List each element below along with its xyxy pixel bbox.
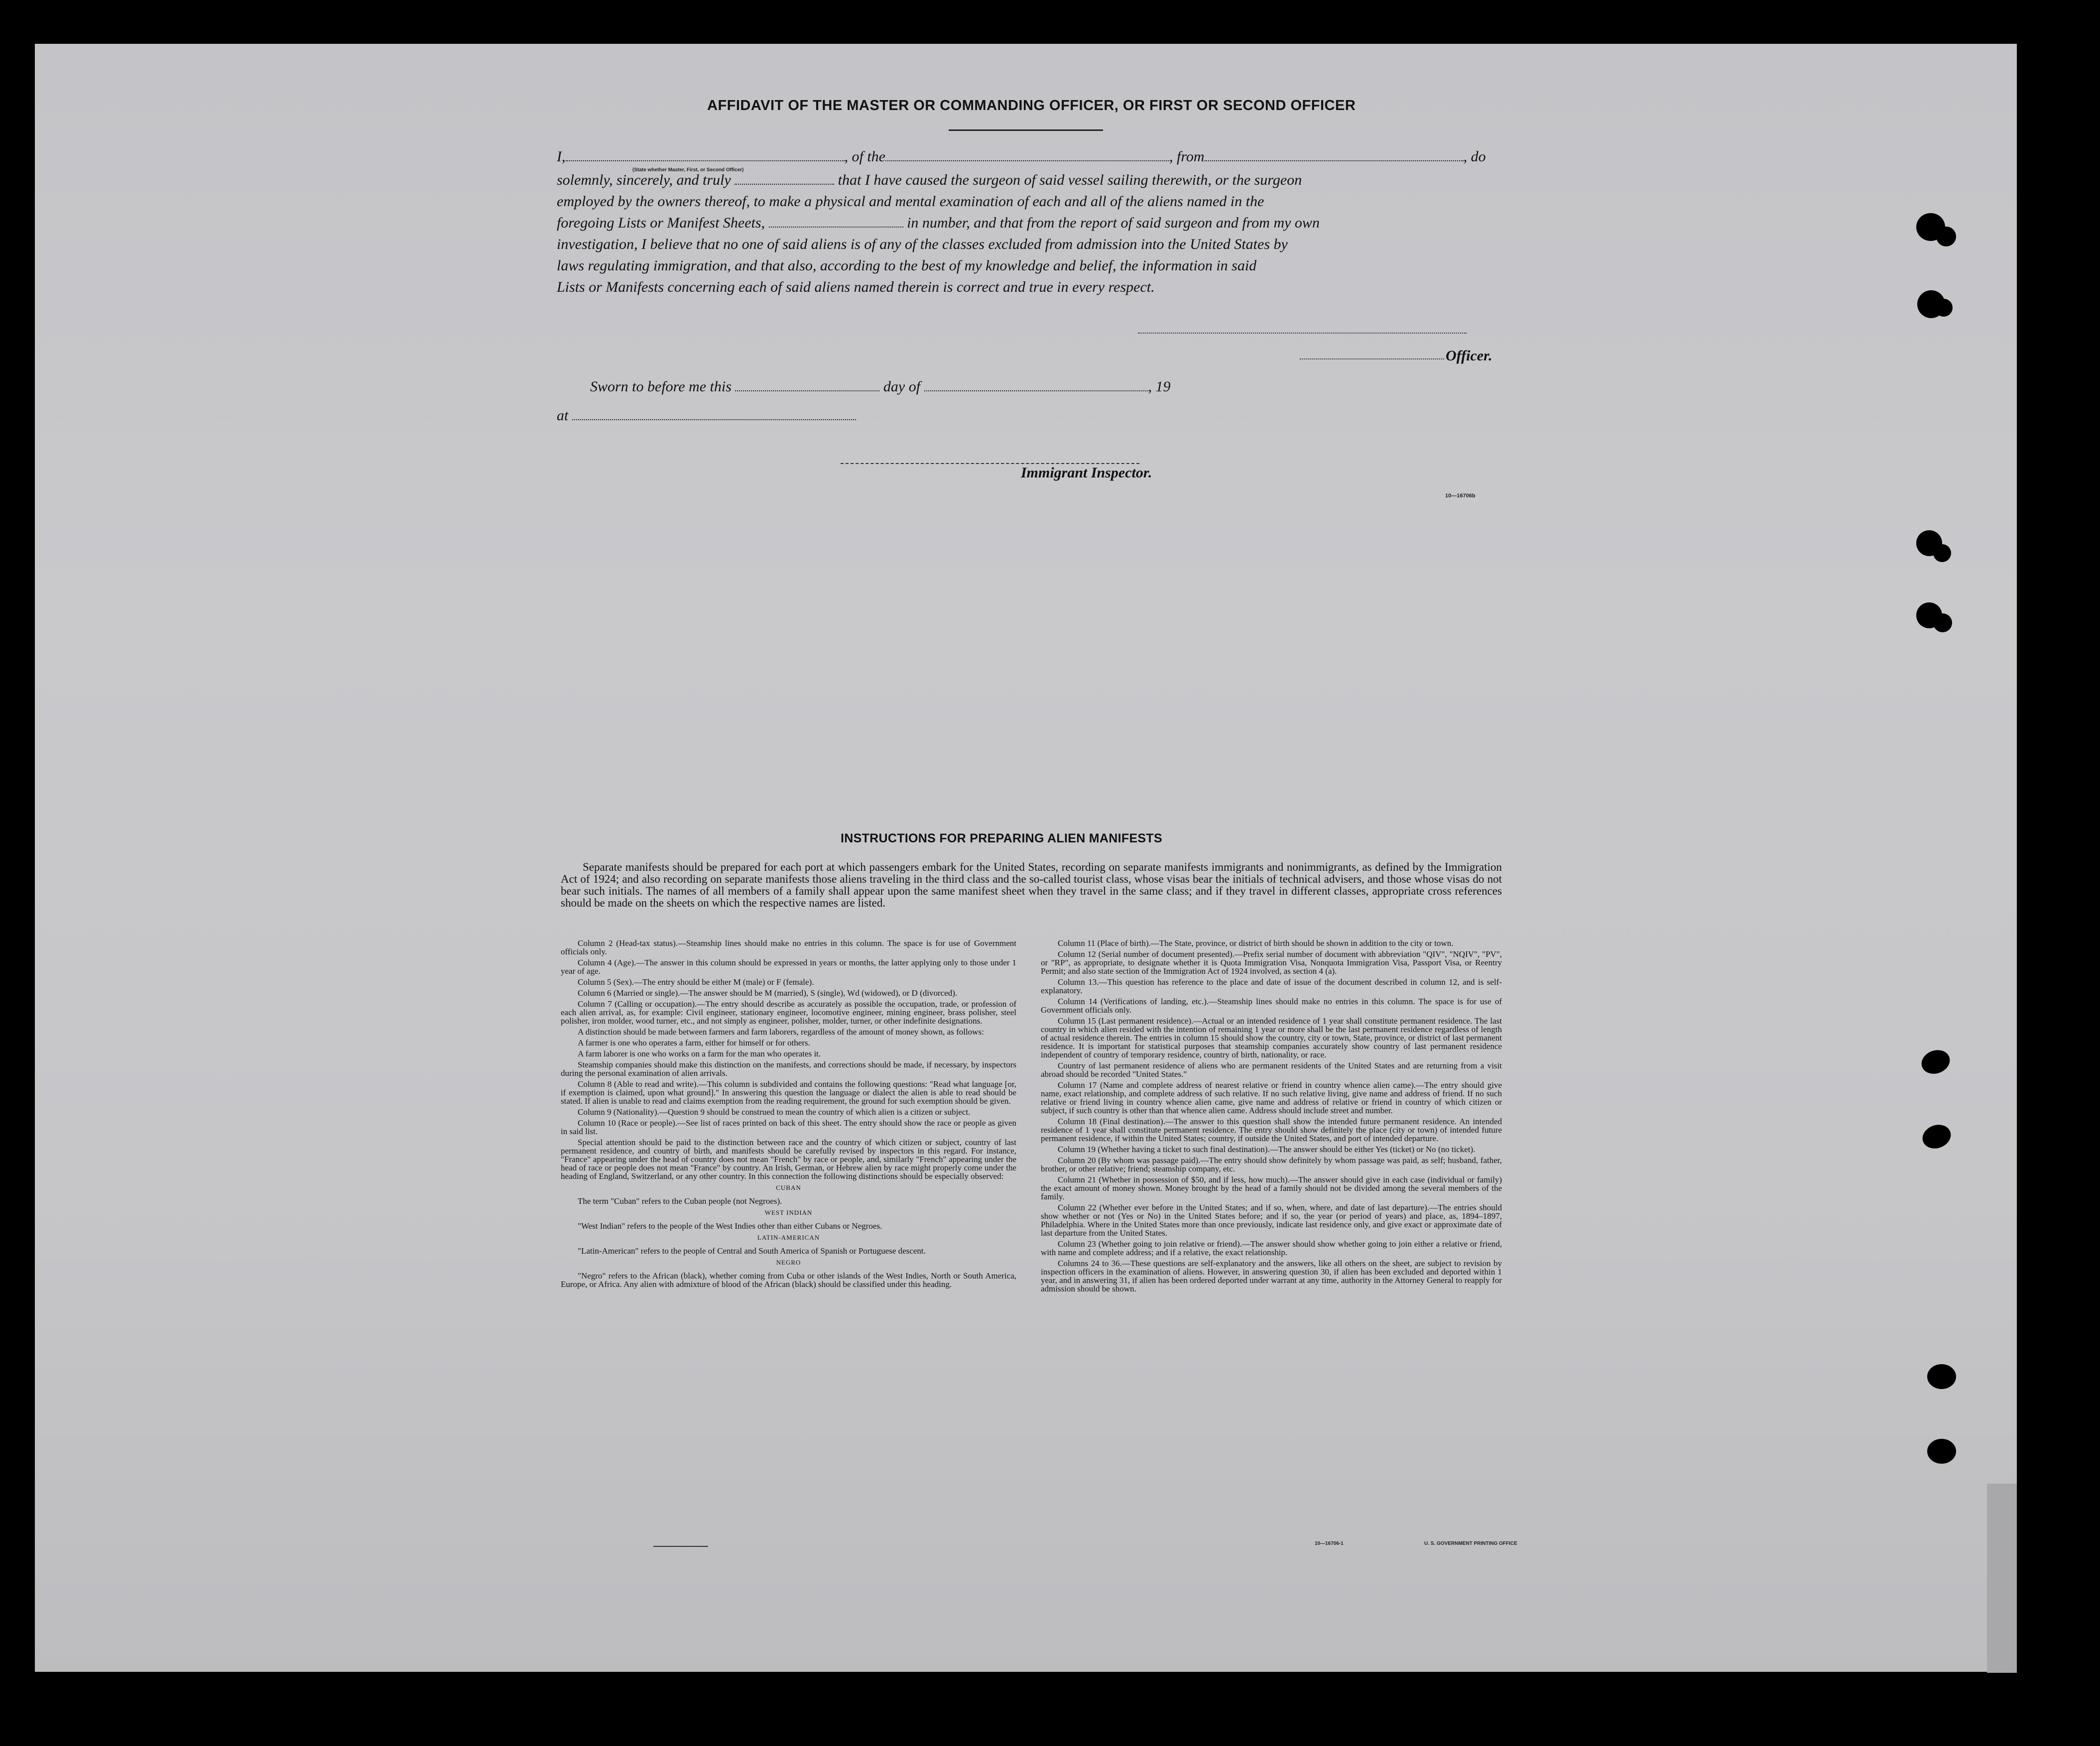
instruction-paragraph: Column 19 (Whether having a ticket to such final destination).—The answer should be either Yes (ticket) or No (no ticket).: [1058, 1145, 1476, 1154]
instructions-left-column: [561, 939, 1016, 1291]
affidavit-text: , from: [1169, 148, 1205, 165]
end-rule: [653, 1546, 708, 1547]
affidavit-line-6: laws regulating immigration, and that also, according to the best of my knowledge and belief, the information in said: [557, 257, 1257, 274]
instruction-paragraph: Column 8 (Able to read and write).—This column is subdivided and contains the following questions: "Read what language [or, if exemption is claimed, upon what ground]." In answering this question the language or dialect the alien is able to read should be stated. If alien is unable to read and claims exemption from the reading requirement, the ground for such exemption should be given.: [561, 1079, 1016, 1106]
instruction-paragraph: "Latin-American" refers to the people of Central and South America of Spanish or Portuguese descent.: [578, 1246, 926, 1256]
instruction-paragraph: The term "Cuban" refers to the Cuban people (not Negroes).: [578, 1196, 782, 1206]
officer-label: Officer.: [1446, 348, 1492, 364]
instruction-paragraph: A farm laborer is one who works on a farm for the man who operates it.: [578, 1049, 821, 1058]
west-indian-heading: WEST INDIAN: [764, 1209, 813, 1216]
officer-note: (State whether Master, First, or Second Officer): [632, 167, 744, 173]
instruction-paragraph: Column 18 (Final destination).—The answer to this question shall show the intended future permanent residence. An intended residence of 1 year shall constitute permanent residence. The entry should show definitely the place (city or town) of intended future permanent residence, if within the United States; country, if outside the United States, and port of intended departure.: [1041, 1117, 1502, 1143]
instruction-paragraph: Column 9 (Nationality).—Question 9 should be construed to mean the country of which alien is a citizen or subject.: [578, 1107, 971, 1117]
officer-name-field[interactable]: [566, 149, 845, 161]
instruction-paragraph: Country of last permanent residence of aliens who are permanent residents of the United States and are returning from a visit abroad should be recorded "United States.": [1041, 1061, 1502, 1079]
instruction-paragraph: A farmer is one who operates a farm, either for himself or for others.: [578, 1038, 810, 1048]
affidavit-text: , of the: [844, 148, 885, 165]
punch-hole: [1935, 299, 1953, 317]
instruction-paragraph: Column 21 (Whether in possession of $50, and if less, how much).—The answer should give in each case (individual or family) the exact amount of money shown. Money brought by the head of a family should not be divided among the several members of the family.: [1041, 1175, 1502, 1201]
instruction-paragraph: Column 15 (Last permanent residence).—Actual or an intended residence of 1 year shall constitute permanent residence. The last country in which alien resided with the intention of remaining 1 year or more shall be the last permanent residence regardless of length of actual residence therein. The entries in column 15 should show the country, city or town, State, province, or district of last permanent residence. It is important for statistical purposes that steamship companies accurately show country of last permanent residence independent of country of temporary residence, country of birth, nationality, or race.: [1041, 1016, 1502, 1059]
affidavit-text: in number, and that from the report of said surgeon and from my own: [907, 215, 1320, 231]
instruction-paragraph: Column 2 (Head-tax status).—Steamship lines should make no entries in this column. The space is for use of Government officials only.: [561, 938, 1016, 956]
instruction-paragraph: "West Indian" refers to the people of the West Indies other than either Cubans or Negroes.: [578, 1221, 882, 1231]
affidavit-text: solemnly, sincerely, and truly: [557, 172, 731, 188]
instructions-title: INSTRUCTIONS FOR PREPARING ALIEN MANIFESTS: [841, 831, 1162, 845]
instruction-paragraph: A distinction should be made between farmers and farm laborers, regardless of the amount of money shown, as follows:: [578, 1027, 984, 1037]
form-code: 10—16706b: [1445, 493, 1476, 499]
instruction-paragraph: Column 4 (Age).—The answer in this column should be expressed in years or months, the latter applying only to those under 1 year of age.: [561, 958, 1016, 976]
sworn-day-field[interactable]: [735, 379, 879, 391]
inspector-signature-line[interactable]: [841, 463, 1139, 464]
affidavit-line-3: employed by the owners thereof, to make a physical and mental examination of each and all of the aliens named in the: [557, 193, 1264, 210]
instructions-intro: Separate manifests should be prepared for each port at which passengers embark for the United States, recording on separate manifests immigrants and nonimmigrants, as defined by the Immigration Act of 1924; and also recording on separate manifests those aliens traveling in the third class and the so-called tourist class, whose visas bear the initials of technical advisers, and those whose visas do not bear such initials. The names of all members of a family shall appear upon the same manifest sheet when they travel in the same class; and if they travel in different classes, appropriate cross references should be made on the sheets on which the respective names are listed.: [561, 861, 1502, 909]
instruction-paragraph: Column 5 (Sex).—The entry should be either M (male) or F (female).: [578, 977, 814, 987]
affidavit-title: AFFIDAVIT OF THE MASTER OR COMMANDING OFFICER, OR FIRST OR SECOND OFFICER: [707, 98, 1356, 114]
affidavit-text: Sworn to before me this: [590, 378, 732, 395]
affidavit-text: day of: [883, 378, 921, 395]
cuban-heading: CUBAN: [776, 1184, 801, 1191]
affidavit-text: at: [557, 407, 569, 424]
instruction-paragraph: Special attention should be paid to the distinction between race and the country of which citizen or subject, country of last permanent residence, and country of birth, and manifests should be carefully revised by inspectors in this regard. For instance, "France" appearing under the head of country does not mean "French" by race or people, and, similarly "French" appearing under the head of race or people does not mean "France" by country. An Irish, German, or Hebrew alien by race might properly come under the heading of England, Switzerland, or any other country. In this connection the following distinctions should be especially observed:: [561, 1138, 1016, 1181]
latin-american-heading: LATIN-AMERICAN: [757, 1234, 820, 1241]
at-line: [557, 408, 856, 423]
instruction-paragraph: Column 6 (Married or single).—The answer should be M (married), S (single), Wd (widowed), or D (divorced).: [578, 988, 958, 998]
officer-signature-line[interactable]: [1300, 358, 1444, 359]
instruction-paragraph: Column 22 (Whether ever before in the United States; and if so, when, where, and date of last departure).—The entries should show whether or not (Yes or No) in the United States before; and if so, the year (or period of years) and place, as, 1894–1897, Philadelphia. Where in the United States more than once previously, indicate last residence only, and give exact or approximate date of last departure from the United States.: [1041, 1203, 1502, 1238]
affidavit-text: I,: [557, 148, 566, 165]
instruction-paragraph: Column 11 (Place of birth).—The State, province, or district of birth should be shown in addition to the city or town.: [1058, 938, 1454, 948]
inspector-label: Immigrant Inspector.: [1021, 465, 1152, 481]
affidavit-line-1: [557, 149, 1486, 164]
affidavit-text: , 19: [1148, 378, 1171, 395]
paper-fold: [1987, 1484, 2017, 1673]
instruction-paragraph: Column 12 (Serial number of document presented).—Prefix serial number of document with abbreviation "QIV", "NQIV", "PV", or "RP", as appropriate, to designate whether it is Quota Immigration Visa, Nonquota Immigration Visa, Passport Visa, or Reentry Permit; and also state section of the Immigration Act of 1924 involved, as section 4 (a).: [1041, 949, 1502, 976]
sworn-month-field[interactable]: [924, 379, 1148, 391]
oath-field[interactable]: [735, 173, 834, 185]
punch-hole: [1927, 1439, 1956, 1464]
from-port-field[interactable]: [1205, 149, 1464, 161]
punch-hole: [1936, 227, 1956, 246]
affidavit-text: foregoing Lists or Manifest Sheets,: [557, 215, 765, 231]
punch-hole: [1933, 613, 1952, 632]
signature-line[interactable]: [1138, 333, 1467, 334]
instruction-paragraph: Column 14 (Verifications of landing, etc.).—Steamship lines should make no entries in this column. The space is for use of Government officials only.: [1041, 997, 1502, 1015]
affidavit-line-2: [557, 173, 1302, 188]
at-place-field[interactable]: [572, 408, 856, 420]
instruction-paragraph: Column 7 (Calling or occupation).—The entry should describe as accurately as possible the occupation, trade, or profession of each alien arrival, as, for example: Civil engineer, stationary engineer, locomotive engineer, mining engineer, brass polisher, steel polisher, iron molder, wood turner, etc., and not simply as engineer, polisher, molder, turner, or other indefinite designations.: [561, 999, 1016, 1026]
affidavit-line-5: investigation, I believe that no one of said aliens is of any of the classes excluded from admission into the United States by: [557, 236, 1288, 252]
instruction-paragraph: Column 20 (By whom was passage paid).—The entry should show definitely by whom passage was paid, as self; husband, father, brother, or other relative; friend; steamship company, etc.: [1041, 1156, 1502, 1173]
affidavit-text: , do: [1463, 148, 1486, 165]
footer-printer: U. S. GOVERNMENT PRINTING OFFICE: [1424, 1541, 1517, 1546]
instruction-paragraph: Column 23 (Whether going to join relative or friend).—The answer should show whether going to join either a relative or friend, with name and complete address; and if a relative, the exact relationship.: [1041, 1239, 1502, 1257]
negro-heading: NEGRO: [776, 1259, 801, 1266]
punch-hole: [1933, 544, 1951, 562]
instruction-paragraph: "Negro" refers to the African (black), whether coming from Cuba or other islands of the West Indies, North or South America, Europe, or Africa. Any alien with admixture of blood of the African (black) should be classified under this heading.: [561, 1271, 1016, 1289]
sworn-line: [590, 379, 1171, 394]
punch-hole: [1927, 1364, 1956, 1389]
sheet-count-field[interactable]: [769, 216, 903, 228]
affidavit-line-7: Lists or Manifests concerning each of said aliens named therein is correct and true in every respect.: [557, 279, 1155, 295]
instructions-right-column: [1041, 939, 1502, 1295]
instruction-paragraph: Column 13.—This question has reference to the place and date of issue of the document described in column 12, and is self-explanatory.: [1041, 977, 1502, 995]
affidavit-line-4: [557, 216, 1320, 231]
instruction-paragraph: Column 10 (Race or people).—See list of races printed on back of this sheet. The entry should show the race or people as given in said list.: [561, 1118, 1016, 1136]
instruction-paragraph: Column 17 (Name and complete address of nearest relative or friend in country whence alien came).—The entry should give name, exact relationship, and complete address of such relative. If no such relative living, give name and address of friend. If no such relative or friend living in country whence alien came, give name and address of relative or friend in country of which citizen or subject, if such country is other than that whence alien came. Address should include street and number.: [1041, 1080, 1502, 1115]
title-rule: [949, 129, 1103, 131]
instruction-paragraph: Steamship companies should make this distinction on the manifests, and corrections should be made, if necessary, by inspectors during the personal examination of alien arrivals.: [561, 1060, 1016, 1078]
vessel-field[interactable]: [885, 149, 1169, 161]
footer-form-code: 10—16706-1: [1315, 1541, 1344, 1546]
affidavit-text: that I have caused the surgeon of said vessel sailing therewith, or the surgeon: [838, 172, 1302, 188]
instruction-paragraph: Columns 24 to 36.—These questions are self-explanatory and the answers, like all others on the sheet, are subject to revision by inspection officers in the examination of aliens. However, in answering question 30, if alien has been excluded and deported within 1 year, and in answering 31, if alien has been ordered deported under warrant at any time, authority in the Attorney General to reapply for admission should be shown.: [1041, 1259, 1502, 1293]
